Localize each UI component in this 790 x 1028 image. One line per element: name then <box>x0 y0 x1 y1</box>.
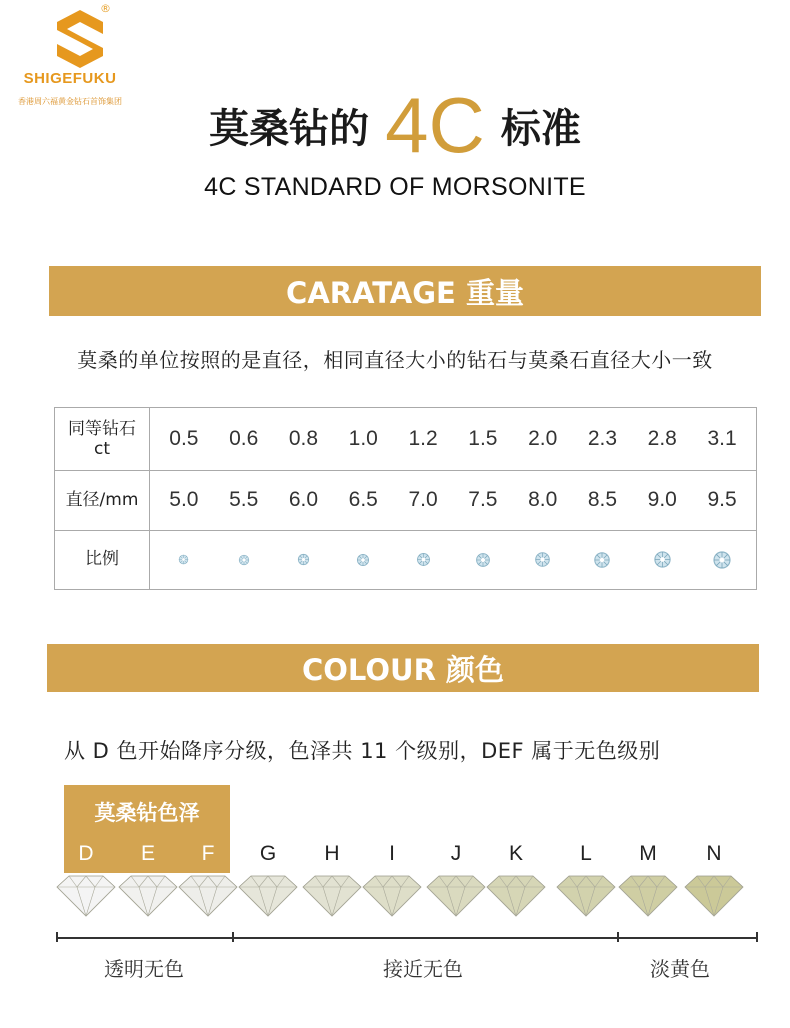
colour-grade-j: J <box>450 842 462 865</box>
gem-scale-icon <box>693 550 751 570</box>
colour-grade-m: M <box>639 842 657 865</box>
scale-gems <box>150 530 756 589</box>
colour-grade-i: I <box>389 842 395 865</box>
ct-value: 1.0 <box>348 427 378 450</box>
title-highlight: 4C <box>385 81 485 169</box>
diamond-grade-f-icon <box>177 872 239 918</box>
ct-value: 0.8 <box>288 427 319 450</box>
gem-scale-icon <box>573 551 631 569</box>
caratage-table <box>54 407 757 590</box>
gem-scale-icon <box>155 554 213 565</box>
mm-value: 7.0 <box>408 488 438 511</box>
colour-grade-l: L <box>580 842 592 865</box>
colour-grade-n: N <box>706 842 722 865</box>
gem-scale-icon <box>334 553 392 567</box>
gem-scale-icon <box>454 552 512 568</box>
diamond-grade-h-icon <box>301 872 363 918</box>
mm-value: 5.0 <box>169 488 199 511</box>
colour-grade-d: D <box>78 842 94 865</box>
colour-section-header <box>47 644 759 692</box>
table-row-ct <box>55 408 756 471</box>
diamond-grade-k-icon <box>485 872 547 918</box>
mm-value: 6.5 <box>348 488 378 511</box>
diamond-grade-e-icon <box>117 872 179 918</box>
mm-value: 6.0 <box>288 488 319 511</box>
diamond-grade-l-icon <box>555 872 617 918</box>
colour-grade-e: E <box>140 842 155 865</box>
ct-value: 0.6 <box>229 427 259 450</box>
colour-grade-k: K <box>508 842 523 865</box>
title-right: 标准 <box>500 105 581 152</box>
title-left: 莫桑钻的 <box>209 105 370 152</box>
diamond-grade-n-icon <box>683 872 745 918</box>
diamond-grade-d-icon <box>55 872 117 918</box>
diamond-grade-g-icon <box>237 872 299 918</box>
page-title <box>0 80 790 170</box>
range-label-colourless: 透明无色 <box>104 957 184 981</box>
colour-grade-f: F <box>201 842 215 865</box>
gem-scale-icon <box>215 554 273 566</box>
colour-header-label: COLOUR 颜色 <box>301 652 504 687</box>
mm-value: 8.0 <box>528 488 558 511</box>
mm-value: 8.5 <box>587 488 618 511</box>
scale-tick <box>232 932 234 942</box>
range-label-near-colourless: 接近无色 <box>383 957 463 981</box>
diamond-grade-j-icon <box>425 872 487 918</box>
ct-value: 2.0 <box>528 427 558 450</box>
caratage-description: 莫桑的单位按照的是直径，相同直径大小的钻石与莫桑石直径大小一致 <box>77 348 713 372</box>
brand-name: SHIGEFUKU <box>23 70 117 87</box>
row-header-scale: 比例 <box>55 530 150 589</box>
caratage-section-header <box>49 266 761 316</box>
ct-value: 3.1 <box>707 427 737 450</box>
registered-mark: ® <box>100 2 111 15</box>
page-subtitle: 4C STANDARD OF MORSONITE <box>204 173 586 201</box>
ct-value: 1.2 <box>408 427 438 450</box>
shigefuku-logo-icon <box>55 8 105 70</box>
ct-values <box>150 408 756 470</box>
colour-description: 从 D 色开始降序分级，色泽共 11 个级别，DEF 属于无色级别 <box>64 739 661 763</box>
table-row-mm <box>55 470 756 531</box>
brand-subtitle: 香港周六福黄金钻石首饰集团 <box>18 97 122 106</box>
ct-value: 0.5 <box>169 427 199 450</box>
diamond-grade-i-icon <box>361 872 423 918</box>
row-header-ct <box>55 408 150 470</box>
colour-grade-g: G <box>259 842 277 865</box>
gem-scale-icon <box>274 553 332 566</box>
range-label-faint-yellow: 淡黄色 <box>650 957 710 981</box>
mm-value: 9.5 <box>707 488 737 511</box>
caratage-header-label: CARATAGE 重量 <box>286 275 524 310</box>
scale-tick <box>56 932 58 942</box>
row-header-ct-line1: 同等钻石 <box>68 418 136 439</box>
colour-scale-line <box>56 937 758 939</box>
row-header-ct-line2: ct <box>93 439 110 459</box>
mm-value: 5.5 <box>229 488 259 511</box>
colour-grade-h: H <box>324 842 340 865</box>
moissanite-colour-label: 莫桑钻色泽 <box>94 801 200 825</box>
ct-value: 2.3 <box>587 427 618 450</box>
gem-scale-icon <box>394 552 452 567</box>
scale-tick <box>617 932 619 942</box>
mm-value: 7.5 <box>468 488 498 511</box>
table-row-scale <box>55 530 756 589</box>
diamond-grade-m-icon <box>617 872 679 918</box>
ct-value: 2.8 <box>647 427 677 450</box>
scale-tick <box>756 932 758 942</box>
ct-value: 1.5 <box>468 427 498 450</box>
gem-scale-icon <box>633 550 691 569</box>
mm-values <box>150 470 756 530</box>
gem-scale-icon <box>514 551 572 568</box>
row-header-mm: 直径/mm <box>55 470 150 530</box>
mm-value: 9.0 <box>647 488 677 511</box>
